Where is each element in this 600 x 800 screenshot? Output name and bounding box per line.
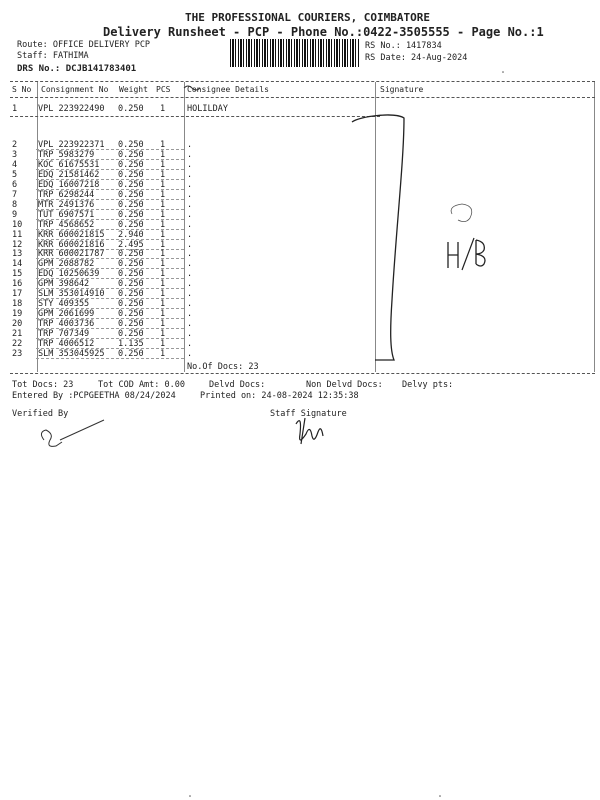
cell-pcs: 1 [160, 329, 166, 340]
cell-consignment: KRR 600021816 [38, 239, 105, 250]
cell-consignee-detail: . [187, 189, 193, 200]
cell-sno: 8 [12, 199, 18, 210]
cell-consignee-detail: . [187, 249, 193, 260]
company-name: THE PROFESSIONAL COURIERS, COIMBATORE [185, 11, 431, 24]
cell-pcs: 1 [160, 209, 166, 220]
staff-signature-label: Staff Signature [270, 409, 347, 419]
cell-sno: 17 [12, 289, 23, 300]
cell-weight: 0.250 [118, 269, 144, 280]
cell-sno: 13 [12, 249, 23, 260]
cell-pcs: 1 [160, 319, 166, 330]
cell-consignment: EDQ 10250639 [38, 269, 100, 280]
cell-consignee-detail: . [187, 309, 193, 320]
cell-consignee-detail: . [187, 159, 193, 170]
cell-consignee-detail: . [187, 279, 193, 290]
cell-consignee-detail: . [187, 329, 193, 340]
cell-pcs: 1 [160, 259, 166, 270]
cell-pcs: 1 [160, 149, 166, 160]
bracket-mark [352, 115, 404, 360]
cell-consignee-detail: . [187, 339, 193, 349]
cell-sno: 22 [12, 339, 23, 349]
cell-pcs: 1 [160, 289, 166, 300]
cell-pcs: 1 [160, 219, 166, 230]
cell-pcs: 1 [160, 189, 166, 200]
cell-consignment: TRP 707349 [38, 329, 90, 340]
cell-pcs: 1 [160, 339, 166, 349]
cell-sno: 18 [12, 299, 23, 310]
cell-consignee-detail: . [187, 199, 193, 210]
cell-weight: 0.250 [118, 329, 144, 340]
cell-weight: 0.250 [118, 219, 144, 230]
cell-consignee-detail: . [187, 149, 193, 160]
cell-sno: 20 [12, 319, 23, 330]
cell-sno: 6 [12, 179, 18, 190]
cell-consignee-detail: . [187, 348, 193, 359]
runsheet-title: Delivery Runsheet - PCP - Phone No.:0422-3505555 - Page No.:1 [103, 25, 544, 39]
cell-consignment: SLM 353014910 [38, 289, 105, 300]
cell-pcs: 1 [160, 279, 166, 290]
cell-weight: 0.250 [118, 249, 144, 260]
cell-consignment: TRP 4003736 [38, 319, 95, 330]
cell-sno: 10 [12, 219, 23, 230]
cell-sno: 9 [12, 209, 18, 220]
non-delvd-docs: Non Delvd Docs: [306, 380, 383, 390]
cell-sno: 15 [12, 269, 23, 280]
rs-number: RS No.: 1417834 [365, 41, 442, 51]
cell-weight: 0.250 [118, 259, 144, 270]
cell-sno: 21 [12, 329, 23, 340]
cell-sno: 12 [12, 239, 23, 250]
cell-consignee-detail: . [187, 319, 193, 330]
cell-consignee-detail: . [187, 259, 193, 270]
faint-scribble [451, 204, 472, 222]
cell-weight: 0.250 [118, 299, 144, 310]
cell-consignment: TRP 4006512 [38, 339, 95, 349]
cell-weight: 0.250 [118, 209, 144, 220]
col-header-weight: Weight [119, 85, 148, 94]
cell-consignment: SLM 353045925 [38, 348, 105, 359]
rs-date: RS Date: 24-Aug-2024 [365, 53, 468, 63]
delvd-docs: Delvd Docs: [209, 380, 266, 390]
cell-sno: 3 [12, 149, 18, 160]
cell-weight: 0.250 [118, 199, 144, 210]
cell-consignee-detail: . [187, 169, 193, 180]
cell-pcs: 1 [160, 249, 166, 260]
cell-weight: 0.250 [118, 140, 144, 150]
col-header-consignee-details: Consignee Details [187, 85, 269, 94]
cell-weight: 0.250 [118, 309, 144, 320]
cell-pcs: 1 [160, 309, 166, 320]
handwritten-b [476, 240, 485, 266]
cell-consignment: KOC 61675531 [38, 159, 100, 170]
cell-sno: 4 [12, 159, 18, 170]
cell-consignee-detail: . [187, 269, 193, 280]
cell-consignee-detail: . [187, 219, 193, 230]
cell-pcs: 1 [160, 229, 166, 240]
cell-consignee-detail: . [187, 239, 193, 250]
cell-weight: 0.250 [118, 179, 144, 190]
cell-pcs: 1 [160, 104, 166, 114]
stray-dot [502, 71, 504, 73]
cell-consignment: KRR 600021815 [38, 229, 105, 240]
cell-consignment: TUT 6907571 [38, 209, 95, 220]
cell-weight: 0.250 [118, 104, 144, 114]
cell-consignment: TRP 5983279 [38, 149, 95, 160]
staff-signature [296, 418, 323, 444]
cell-consignment: STY 409355 [38, 299, 90, 310]
handwritten-h [448, 242, 458, 268]
cell-sno: 19 [12, 309, 23, 320]
cell-pcs: 1 [160, 239, 166, 250]
cell-consignee-detail: . [187, 229, 193, 240]
cell-consignment: EDQ 16007218 [38, 179, 100, 190]
col-header-signature: Signature [380, 85, 424, 94]
cell-weight: 0.250 [118, 279, 144, 290]
cell-weight: 1.135 [118, 339, 144, 349]
cell-sno: 14 [12, 259, 23, 270]
delvy-pts: Delvy pts: [402, 380, 454, 390]
tot-cod-amount: Tot COD Amt: 0.00 [98, 380, 185, 390]
cell-pcs: 1 [160, 169, 166, 180]
cell-weight: 0.250 [118, 149, 144, 160]
stray-dot [439, 795, 441, 797]
cell-sno: 2 [12, 140, 18, 150]
cell-weight: 0.250 [118, 159, 144, 170]
cell-sno: 1 [12, 104, 18, 114]
handwritten-slash [462, 238, 474, 270]
cell-weight: 0.250 [118, 189, 144, 200]
staff-label: Staff: FATHIMA [17, 51, 89, 61]
verified-signature [41, 420, 104, 446]
tot-docs: Tot Docs: 23 [12, 380, 74, 390]
no-of-docs: No.Of Docs: 23 [187, 362, 259, 372]
cell-consignee-detail: . [187, 140, 193, 150]
cell-consignee-detail: . [187, 209, 193, 220]
cell-consignment: GPM 2061699 [38, 309, 95, 320]
route-label: Route: OFFICE DELIVERY PCP [17, 40, 151, 50]
cell-sno: 5 [12, 169, 18, 180]
cell-sno: 11 [12, 229, 23, 240]
cell-consignee-detail: . [187, 179, 193, 190]
cell-sno: 7 [12, 189, 18, 200]
cell-consignment: GPM 2088782 [38, 259, 95, 270]
cell-consignment: MTR 2491376 [38, 199, 95, 210]
col-header-consignment: Consignment No [41, 85, 109, 94]
cell-weight: 2.495 [118, 239, 144, 250]
cell-sno: 23 [12, 348, 23, 359]
cell-pcs: 1 [160, 269, 166, 280]
cell-consignee-detail: . [187, 289, 193, 300]
cell-weight: 2.940 [118, 229, 144, 240]
cell-consignment: EDQ 21581462 [38, 169, 100, 180]
cell-pcs: 1 [160, 140, 166, 150]
cell-weight: 0.250 [118, 169, 144, 180]
verified-by-label: Verified By [12, 409, 69, 419]
cell-sno: 16 [12, 279, 23, 290]
cell-pcs: 1 [160, 159, 166, 170]
cell-pcs: 1 [160, 348, 166, 359]
cell-consignment: VPL 223922490 [38, 104, 105, 114]
cell-consignment: TRP 6298244 [38, 189, 95, 200]
cell-consignment: KRR 600021787 [38, 249, 105, 260]
drs-number: DRS No.: DCJB141783401 [17, 64, 137, 74]
cell-pcs: 1 [160, 179, 166, 190]
cell-consignee-detail: . [187, 299, 193, 310]
cell-weight: 0.250 [118, 348, 144, 359]
printed-on: Printed on: 24-08-2024 12:35:38 [200, 391, 359, 401]
stray-dot [189, 795, 191, 797]
cell-consignment: TRP 4568652 [38, 219, 95, 230]
cell-weight: 0.250 [118, 319, 144, 330]
col-header-pcs: PCS [156, 85, 171, 94]
cell-weight: 0.250 [118, 289, 144, 300]
cell-consignment: GPM 398642 [38, 279, 90, 290]
cell-pcs: 1 [160, 299, 166, 310]
col-header-sno: S No [12, 85, 32, 94]
cell-consignee-detail: HOLILDAY [187, 104, 228, 114]
cell-consignment: VPL 223922371 [38, 140, 105, 150]
entered-by: Entered By :PCPGEETHA 08/24/2024 [12, 391, 176, 401]
cell-pcs: 1 [160, 199, 166, 210]
pen-mark [184, 86, 200, 90]
